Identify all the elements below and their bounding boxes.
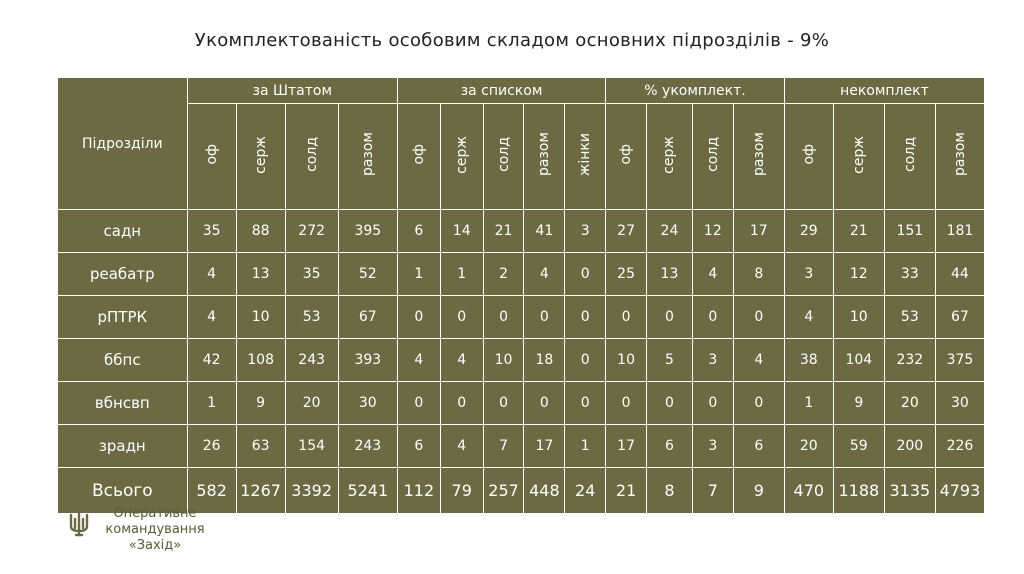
group-header-za-spyskom: за списком [397, 78, 605, 104]
table-cell: 9 [236, 382, 285, 425]
total-cell: 1188 [833, 468, 884, 514]
table-cell: 18 [524, 339, 565, 382]
group-header-za-shtatom: за Штатом [187, 78, 397, 104]
table-row [58, 382, 985, 425]
table-cell: 395 [338, 210, 397, 253]
table-cell: 3 [565, 210, 606, 253]
table-cell: 0 [565, 382, 606, 425]
total-cell: 79 [440, 468, 483, 514]
table-cell: 4 [692, 253, 733, 296]
total-cell: 9 [733, 468, 784, 514]
table-cell: 26 [187, 425, 236, 468]
table-cell: 17 [606, 425, 647, 468]
page-title: Укомплектованість особовим складом основних підрозділів - 9% [194, 30, 830, 51]
unit-column-header: Підрозділи [58, 78, 188, 210]
table-cell: 20 [884, 382, 935, 425]
table-cell: 0 [565, 296, 606, 339]
table-cell: 20 [784, 425, 833, 468]
table-cell: 12 [833, 253, 884, 296]
table-row [58, 425, 985, 468]
total-label-cell: Всього [58, 468, 188, 514]
table-cell: 1 [565, 425, 606, 468]
table-cell: 375 [935, 339, 984, 382]
org-line: командування [105, 522, 205, 537]
sub-header: оф [606, 104, 647, 210]
table-cell: 154 [285, 425, 338, 468]
table-cell: 0 [483, 296, 524, 339]
sub-header: оф [187, 104, 236, 210]
table-cell: 17 [733, 210, 784, 253]
table-cell: 0 [440, 296, 483, 339]
table-cell: 0 [483, 382, 524, 425]
table-cell: 1 [784, 382, 833, 425]
table-cell: 38 [784, 339, 833, 382]
table-cell: 10 [483, 339, 524, 382]
table-cell: 226 [935, 425, 984, 468]
table-cell: 63 [236, 425, 285, 468]
unit-name-cell: садн [58, 210, 188, 253]
total-cell: 4793 [935, 468, 984, 514]
table-cell: 272 [285, 210, 338, 253]
table-cell: 2 [483, 253, 524, 296]
table-cell: 13 [236, 253, 285, 296]
table-cell: 200 [884, 425, 935, 468]
sub-header: разом [733, 104, 784, 210]
total-cell: 24 [565, 468, 606, 514]
total-cell: 7 [692, 468, 733, 514]
total-cell: 8 [647, 468, 693, 514]
table-cell: 27 [606, 210, 647, 253]
total-cell: 112 [397, 468, 440, 514]
table-cell: 35 [285, 253, 338, 296]
table-cell: 6 [397, 210, 440, 253]
table-cell: 6 [397, 425, 440, 468]
table-cell: 44 [935, 253, 984, 296]
table-cell: 53 [884, 296, 935, 339]
table-cell: 42 [187, 339, 236, 382]
total-cell: 470 [784, 468, 833, 514]
table-cell: 243 [285, 339, 338, 382]
sub-header: разом [935, 104, 984, 210]
sub-header: солд [884, 104, 935, 210]
sub-header: разом [338, 104, 397, 210]
table-cell: 1 [397, 253, 440, 296]
table-cell: 13 [647, 253, 693, 296]
sub-header: оф [397, 104, 440, 210]
table-cell: 59 [833, 425, 884, 468]
table-cell: 0 [647, 382, 693, 425]
table-cell: 0 [606, 382, 647, 425]
total-cell: 21 [606, 468, 647, 514]
table-row [58, 253, 985, 296]
sub-header: солд [285, 104, 338, 210]
table-cell: 5 [647, 339, 693, 382]
organization-name [90, 506, 220, 554]
table-cell: 0 [647, 296, 693, 339]
total-cell: 3392 [285, 468, 338, 514]
table-cell: 1 [440, 253, 483, 296]
table-cell: 0 [733, 296, 784, 339]
sub-header: разом [524, 104, 565, 210]
table-cell: 30 [338, 382, 397, 425]
group-header-row [58, 78, 985, 104]
table-cell: 0 [733, 382, 784, 425]
group-header-nekomplekt: некомплект [784, 78, 984, 104]
sub-header: жінки [565, 104, 606, 210]
table-cell: 0 [524, 382, 565, 425]
unit-name-cell: реабатр [58, 253, 188, 296]
table-cell: 0 [692, 382, 733, 425]
table-row [58, 339, 985, 382]
table-cell: 0 [565, 339, 606, 382]
total-cell: 5241 [338, 468, 397, 514]
sub-header: серж [833, 104, 884, 210]
sub-header: солд [483, 104, 524, 210]
table-cell: 33 [884, 253, 935, 296]
table-cell: 0 [397, 296, 440, 339]
org-line: «Захід» [128, 538, 182, 553]
table-cell: 3 [784, 253, 833, 296]
table-body [58, 210, 985, 468]
table-cell: 181 [935, 210, 984, 253]
table-cell: 104 [833, 339, 884, 382]
table-cell: 67 [935, 296, 984, 339]
table-cell: 10 [236, 296, 285, 339]
total-cell: 448 [524, 468, 565, 514]
table-cell: 4 [187, 253, 236, 296]
table-cell: 17 [524, 425, 565, 468]
unit-name-cell: рПТРК [58, 296, 188, 339]
table-cell: 6 [733, 425, 784, 468]
table-cell: 4 [733, 339, 784, 382]
table-cell: 4 [440, 425, 483, 468]
table-cell: 0 [606, 296, 647, 339]
table-cell: 21 [483, 210, 524, 253]
sub-header: солд [692, 104, 733, 210]
table-cell: 0 [565, 253, 606, 296]
table-cell: 20 [285, 382, 338, 425]
table-cell: 88 [236, 210, 285, 253]
table-cell: 243 [338, 425, 397, 468]
table-cell: 67 [338, 296, 397, 339]
table-cell: 0 [397, 382, 440, 425]
sub-header-row [58, 104, 985, 210]
table-cell: 4 [784, 296, 833, 339]
table-cell: 41 [524, 210, 565, 253]
table-cell: 4 [187, 296, 236, 339]
table-cell: 10 [606, 339, 647, 382]
table-cell: 0 [692, 296, 733, 339]
table-cell: 4 [397, 339, 440, 382]
table-cell: 8 [733, 253, 784, 296]
table-cell: 35 [187, 210, 236, 253]
group-header-ukomplekt: % укомплект. [606, 78, 785, 104]
table-cell: 21 [833, 210, 884, 253]
total-cell: 582 [187, 468, 236, 514]
total-cell: 257 [483, 468, 524, 514]
table-row [58, 296, 985, 339]
table-cell: 393 [338, 339, 397, 382]
table-cell: 0 [440, 382, 483, 425]
table-cell: 25 [606, 253, 647, 296]
table-cell: 52 [338, 253, 397, 296]
staffing-table [57, 77, 985, 514]
table-cell: 4 [524, 253, 565, 296]
table-cell: 14 [440, 210, 483, 253]
sub-header: оф [784, 104, 833, 210]
unit-name-cell: ббпс [58, 339, 188, 382]
table-cell: 10 [833, 296, 884, 339]
sub-header: серж [236, 104, 285, 210]
table-cell: 53 [285, 296, 338, 339]
table-cell: 3 [692, 425, 733, 468]
table-cell: 30 [935, 382, 984, 425]
table-cell: 7 [483, 425, 524, 468]
table-cell: 29 [784, 210, 833, 253]
table-row [58, 210, 985, 253]
total-cell: 3135 [884, 468, 935, 514]
table-cell: 1 [187, 382, 236, 425]
table-cell: 151 [884, 210, 935, 253]
table-cell: 9 [833, 382, 884, 425]
sub-header: серж [440, 104, 483, 210]
table-cell: 232 [884, 339, 935, 382]
total-cell: 1267 [236, 468, 285, 514]
unit-name-cell: зрадн [58, 425, 188, 468]
table-cell: 0 [524, 296, 565, 339]
table-cell: 4 [440, 339, 483, 382]
table-cell: 12 [692, 210, 733, 253]
sub-header: серж [647, 104, 693, 210]
table-cell: 108 [236, 339, 285, 382]
org-line: Оперативне [113, 506, 197, 521]
table-cell: 3 [692, 339, 733, 382]
table-cell: 6 [647, 425, 693, 468]
unit-name-cell: вбнсвп [58, 382, 188, 425]
table-cell: 24 [647, 210, 693, 253]
